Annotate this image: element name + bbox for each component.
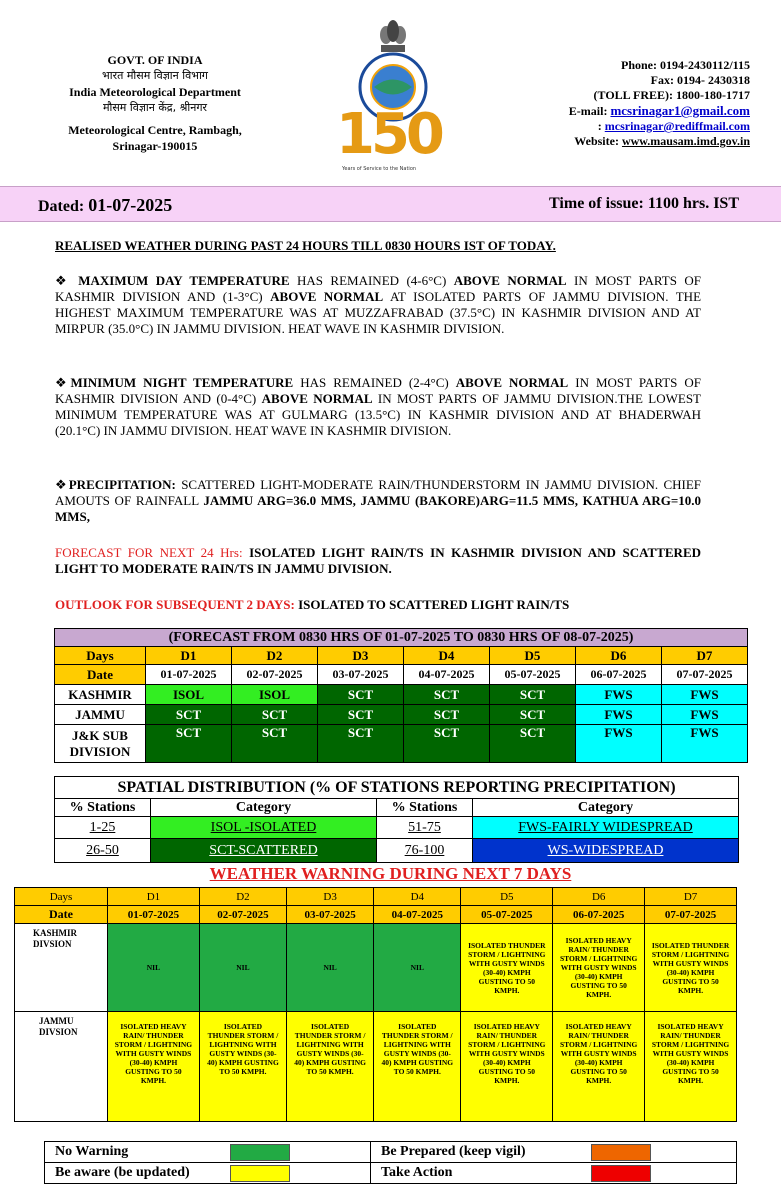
ww-days-row [15, 888, 737, 906]
fc-date: 06-07-2025 [576, 665, 662, 685]
max-temp-t2: IN MOST PARTS OF KASHMIR DIVISION AND (1-3°C) [55, 273, 702, 304]
min-temp-b1: ABOVE NORMAL [455, 375, 569, 390]
fc-days-row [55, 647, 748, 665]
outlook-label: OUTLOOK FOR SUBSEQUENT 2 DAYS: [55, 597, 295, 612]
forecast-para [55, 545, 701, 577]
precip-label: PRECIPITATION: [68, 477, 176, 492]
fc-cell: SCT [404, 725, 490, 763]
contact-block [500, 58, 750, 149]
centre-line: Meteorological Centre, Rambagh, [68, 123, 242, 137]
logo-number: 150 [336, 102, 441, 167]
fc-date: 01-07-2025 [146, 665, 232, 685]
ww-date-label: Date [15, 906, 108, 924]
precip-b1: JAMMU ARG=36.0 MMS, JAMMU (BAKORE)ARG=11.5 MMS, KATHUA ARG=10.0 MMS, [55, 493, 701, 524]
fc-cell: SCT [404, 705, 490, 725]
ww-date: 05-07-2025 [461, 906, 553, 924]
hindi-imd-line: भारत मौसम विज्ञान विभाग [102, 69, 208, 82]
fc-cell: FWS [662, 725, 748, 763]
forecast-table [54, 628, 748, 763]
ww-day: D2 [199, 888, 286, 906]
fc-cell: ISOL [146, 685, 232, 705]
red-swatch [591, 1165, 651, 1182]
fc-day: D2 [232, 647, 318, 665]
ww-cell: NIL [199, 924, 286, 1012]
fc-cell: FWS [576, 725, 662, 763]
ww-date: 04-07-2025 [374, 906, 461, 924]
max-temp-b2: ABOVE NORMAL [270, 289, 384, 304]
min-temp-label: MINIMUM NIGHT TEMPERATURE [70, 375, 294, 390]
fc-date: 04-07-2025 [404, 665, 490, 685]
fc-cell: FWS [662, 705, 748, 725]
precip-t1: SCATTERED LIGHT-MODERATE RAIN/THUNDERSTORM IN JAMMU DIVISION. CHIEF AMOUTS OF RAINFALL [55, 477, 701, 508]
ww-cell: ISOLATED THUNDER STORM / LIGHTNING WITH GUSTY WINDS (30-40) KMPH GUSTING TO 50 KMPH. [645, 924, 737, 1012]
max-temp-t3: AT ISOLATED PARTS OF JAMMU DIVISION. THE HIGHEST MAXIMUM TEMPERATURE WAS AT MUZZAFRABAD (37.5°C) IN KASHMIR DIVISION AND AT MIRPUR (35.0°C) IN JAMMU DIVISION. HEAT WAVE IN KASHMIR DIVISION. [55, 289, 702, 336]
fc-row-jammu [55, 705, 748, 725]
issue-time: Time of issue: 1100 hrs. IST [549, 195, 739, 212]
ww-date: 06-07-2025 [553, 906, 645, 924]
ww-day: D4 [374, 888, 461, 906]
fc-cell: FWS [576, 685, 662, 705]
email-row-1 [500, 103, 750, 119]
fc-cell: SCT [404, 685, 490, 705]
email-label: E-mail: [568, 104, 608, 118]
website-label: Website: [574, 134, 619, 148]
diamond-bullet-icon: ❖ [55, 375, 71, 390]
min-temp-para [55, 375, 701, 439]
ww-cell: ISOLATED HEAVY RAIN/ THUNDER STORM / LIGHTNING WITH GUSTY WINDS (30-40) KMPH GUSTING TO 50 KMPH. [553, 924, 645, 1012]
realised-title: REALISED WEATHER DURING PAST 24 HOURS TILL 0830 HOURS IST OF TODAY. [55, 238, 556, 253]
fc-day: D3 [318, 647, 404, 665]
ww-date: 01-07-2025 [108, 906, 200, 924]
fc-day: D4 [404, 647, 490, 665]
fc-row-kashmir [55, 685, 748, 705]
fc-row-jk-sub [55, 725, 748, 763]
ww-day: D7 [645, 888, 737, 906]
max-temp-t1: HAS REMAINED (4-6°C) [289, 273, 454, 288]
spatial-cat-fws: FWS-FAIRLY WIDESPREAD [473, 817, 739, 839]
logo-tagline: Years of Service to the Nation [342, 166, 417, 172]
legend-red-swatch [581, 1163, 737, 1184]
ww-days-label: Days [15, 888, 108, 906]
fc-cell: SCT [490, 725, 576, 763]
fax: Fax: 0194- 2430318 [650, 73, 750, 87]
max-temp-b1: ABOVE NORMAL [453, 273, 567, 288]
fc-day: D1 [146, 647, 232, 665]
legend-be-aware: Be aware (be updated) [45, 1163, 221, 1184]
outlook-text: ISOLATED TO SCATTERED LIGHT RAIN/TS [294, 597, 570, 612]
fc-day: D6 [576, 647, 662, 665]
warning-title: WEATHER WARNING DURING NEXT 7 DAYS [209, 864, 572, 883]
forecast-table-title: (FORECAST FROM 0830 HRS OF 01-07-2025 TO 0830 HRS OF 08-07-2025) [55, 629, 748, 647]
fc-cell: SCT [232, 725, 318, 763]
dated [38, 195, 172, 216]
date-bar [0, 186, 781, 222]
outlook-para [55, 597, 701, 613]
fc-cell: FWS [576, 705, 662, 725]
ww-cell: ISOLATED THUNDER STORM / LIGHTNING WITH GUSTY WINDS (30-40) KMPH GUSTING TO 50 KMPH. [374, 1012, 461, 1122]
ww-date: 02-07-2025 [199, 906, 286, 924]
spatial-h-stations: % Stations [377, 799, 473, 817]
fc-cell: SCT [490, 705, 576, 725]
spatial-h-category: Category [151, 799, 377, 817]
yellow-swatch [230, 1165, 290, 1182]
email-link-2[interactable]: mcsrinagar@rediffmail.com [604, 119, 750, 133]
imd-line: India Meteorological Department [69, 85, 241, 99]
fc-day: D7 [662, 647, 748, 665]
min-temp-b2: ABOVE NORMAL [261, 391, 373, 406]
spatial-range: 26-50 [55, 839, 151, 863]
green-swatch [230, 1144, 290, 1161]
spatial-header-row [55, 799, 739, 817]
ww-cell: ISOLATED THUNDER STORM / LIGHTNING WITH GUSTY WINDS (30-40) KMPH GUSTING TO 50 KMPH. [461, 924, 553, 1012]
fc-day: D5 [490, 647, 576, 665]
spatial-cat-isol: ISOL -ISOLATED [151, 817, 377, 839]
legend-take-action: Take Action [371, 1163, 582, 1184]
ww-cell: ISOLATED THUNDER STORM / LIGHTNING WITH GUSTY WINDS (30-40) KMPH GUSTING TO 50 KMPH. [287, 1012, 374, 1122]
ww-day: D1 [108, 888, 200, 906]
ww-row-name: JAMMU DIVSION [15, 1012, 108, 1122]
fc-date: 05-07-2025 [490, 665, 576, 685]
email2-prefix: : [597, 119, 602, 133]
fc-cell: FWS [662, 685, 748, 705]
hindi-centre-line: मौसम विज्ञान केंद्र, श्रीनगर [102, 101, 208, 114]
warning-table [14, 887, 737, 1122]
ww-date: 03-07-2025 [287, 906, 374, 924]
spatial-row-1 [55, 817, 739, 839]
forecast-label: FORECAST FOR NEXT 24 Hrs: [55, 545, 243, 560]
city-line: Srinagar-190015 [112, 139, 198, 153]
precip-para [55, 477, 701, 525]
legend-be-prepared: Be Prepared (keep vigil) [371, 1142, 582, 1163]
website-row [500, 134, 750, 149]
ww-dates-row [15, 906, 737, 924]
ww-row-name: KASHMIR DIVSION [15, 924, 108, 1012]
min-temp-t3: IN MOST PARTS OF JAMMU DIVISION.THE LOWEST MINIMUM TEMPERATURE WAS AT GULMARG (13.5°C) IN KASHMIR DIVISION AND AT BHADERWAH (20.1°C) IN JAMMU DIVISION. HEAT WAVE IN KASHMIR DIVISION. [55, 391, 702, 438]
forecast-text: ISOLATED LIGHT RAIN/TS IN KASHMIR DIVISION AND SCATTERED LIGHT TO MODERATE RAIN/TS IN JAMMU DIVISION. [55, 545, 702, 576]
ww-cell: ISOLATED THUNDER STORM / LIGHTNING WITH GUSTY WINDS (30-40) KMPH GUSTING TO 50 KMPH. [199, 1012, 286, 1122]
min-temp-t2: IN MOST PARTS OF KASHMIR DIVISION AND (0-4°C) [55, 375, 702, 406]
email-row-2 [500, 119, 750, 134]
govt-line: GOVT. OF INDIA [107, 53, 203, 67]
spatial-title: SPATIAL DISTRIBUTION (% OF STATIONS REPORTING PRECIPITATION) [55, 777, 739, 799]
ww-cell: ISOLATED HEAVY RAIN/ THUNDER STORM / LIGHTNING WITH GUSTY WINDS (30-40) KMPH GUSTING TO 50 KMPH. [645, 1012, 737, 1122]
ww-cell: ISOLATED HEAVY RAIN/ THUNDER STORM / LIGHTNING WITH GUSTY WINDS (30-40) KMPH GUSTING TO 50 KMPH. [108, 1012, 200, 1122]
ww-cell: ISOLATED HEAVY RAIN/ THUNDER STORM / LIGHTNING WITH GUSTY WINDS (30-40) KMPH GUSTING TO 50 KMPH. [461, 1012, 553, 1122]
fc-row-name: KASHMIR [55, 685, 146, 705]
phone: Phone: 0194-2430112/115 [620, 58, 750, 72]
fc-cell: SCT [232, 705, 318, 725]
spatial-range: 1-25 [55, 817, 151, 839]
dated-label: Dated: [38, 198, 85, 215]
fc-cell: SCT [490, 685, 576, 705]
diamond-bullet-icon: ❖ [55, 273, 79, 288]
spatial-table [54, 776, 739, 863]
warning-legend [44, 1141, 737, 1184]
fc-cell: ISOL [232, 685, 318, 705]
max-temp-label: MAXIMUM DAY TEMPERATURE [78, 273, 290, 288]
legend-orange-swatch [581, 1142, 737, 1163]
fc-row-name: JAMMU [55, 705, 146, 725]
website-link[interactable]: www.mausam.imd.gov.in [621, 134, 750, 148]
legend-row-1 [45, 1142, 737, 1163]
fc-cell: SCT [146, 725, 232, 763]
ww-cell: ISOLATED HEAVY RAIN/ THUNDER STORM / LIGHTNING WITH GUSTY WINDS (30-40) KMPH GUSTING TO 50 KMPH. [553, 1012, 645, 1122]
spatial-cat-sct: SCT-SCATTERED [151, 839, 377, 863]
ww-row-kashmir [15, 924, 737, 1012]
legend-yellow-swatch [220, 1163, 371, 1184]
fc-dates-row [55, 665, 748, 685]
fc-cell: SCT [146, 705, 232, 725]
spatial-row-2 [55, 839, 739, 863]
ww-day: D5 [461, 888, 553, 906]
fc-cell: SCT [318, 705, 404, 725]
anniversary-150-logo [336, 102, 448, 176]
spatial-range: 51-75 [377, 817, 473, 839]
dated-value: 01-07-2025 [88, 195, 173, 215]
fc-row-name: J&K SUB DIVISION [55, 725, 146, 763]
email-link-1[interactable]: mcsrinagar1@gmail.com [610, 103, 750, 118]
office-address-block [55, 52, 255, 154]
ww-cell: NIL [287, 924, 374, 1012]
orange-swatch [591, 1144, 651, 1161]
ww-cell: NIL [108, 924, 200, 1012]
max-temp-para [55, 273, 701, 337]
ww-cell: NIL [374, 924, 461, 1012]
fc-cell: SCT [318, 725, 404, 763]
state-emblem-icon [375, 15, 411, 55]
ww-row-jammu [15, 1012, 737, 1122]
fc-cell: SCT [318, 685, 404, 705]
fc-days-label: Days [55, 647, 146, 665]
min-temp-t1: HAS REMAINED (2-4°C) [293, 375, 456, 390]
diamond-bullet-icon: ❖ [55, 477, 69, 492]
ww-day: D6 [553, 888, 645, 906]
legend-row-2 [45, 1163, 737, 1184]
spatial-cat-ws: WS-WIDESPREAD [473, 839, 739, 863]
tollfree: (TOLL FREE): 1800-180-1717 [593, 88, 750, 102]
ww-date: 07-07-2025 [645, 906, 737, 924]
ww-day: D3 [287, 888, 374, 906]
legend-no-warning: No Warning [45, 1142, 221, 1163]
fc-date: 02-07-2025 [232, 665, 318, 685]
spatial-h-category: Category [473, 799, 739, 817]
fc-date: 07-07-2025 [662, 665, 748, 685]
spatial-h-stations: % Stations [55, 799, 151, 817]
fc-date: 03-07-2025 [318, 665, 404, 685]
spatial-range: 76-100 [377, 839, 473, 863]
legend-green-swatch [220, 1142, 371, 1163]
fc-date-label: Date [55, 665, 146, 685]
